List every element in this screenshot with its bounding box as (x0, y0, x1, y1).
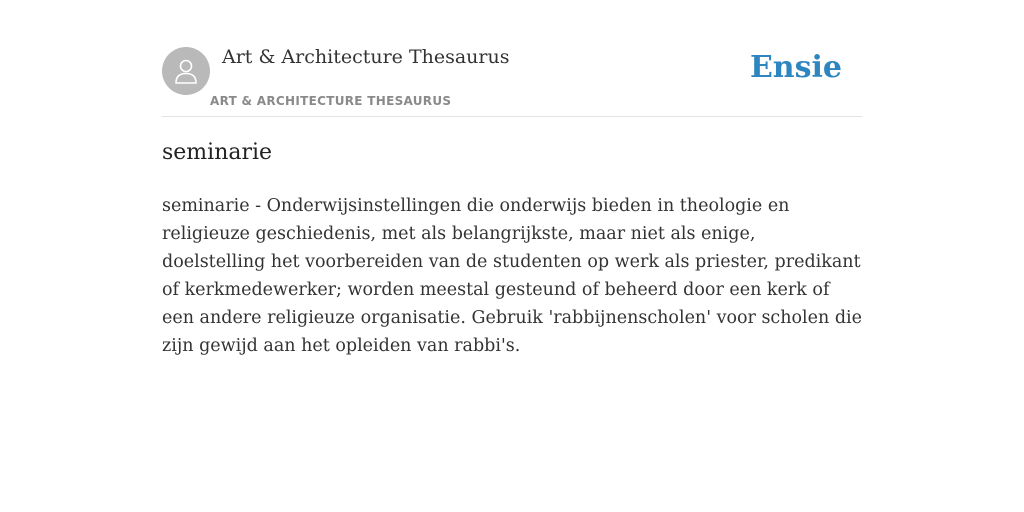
source-subtitle[interactable]: ART & ARCHITECTURE THESAURUS (210, 94, 452, 108)
source-header (162, 40, 862, 117)
entry-term: seminarie (162, 140, 273, 165)
ensie-logo[interactable]: Ensie (749, 50, 842, 85)
source-title[interactable]: Art & Architecture Thesaurus (222, 46, 510, 68)
person-outline-icon (171, 56, 201, 86)
entry-definition: seminarie - Onderwijsinstellingen die onderwijs bieden in theologie en religieuze geschiedenis, met als belangrijkste, maar niet als enige, doelstelling het voorbereiden van de studenten op werk als priester, predikant of kerkmedewerker; worden meestal gesteund of beheerd door een kerk of een andere religieuze organisatie. Gebruik 'rabbijnenscholen' voor scholen die zijn gewijd aan het opleiden van rabbi's. (162, 196, 862, 356)
user-avatar-icon[interactable] (162, 47, 210, 95)
